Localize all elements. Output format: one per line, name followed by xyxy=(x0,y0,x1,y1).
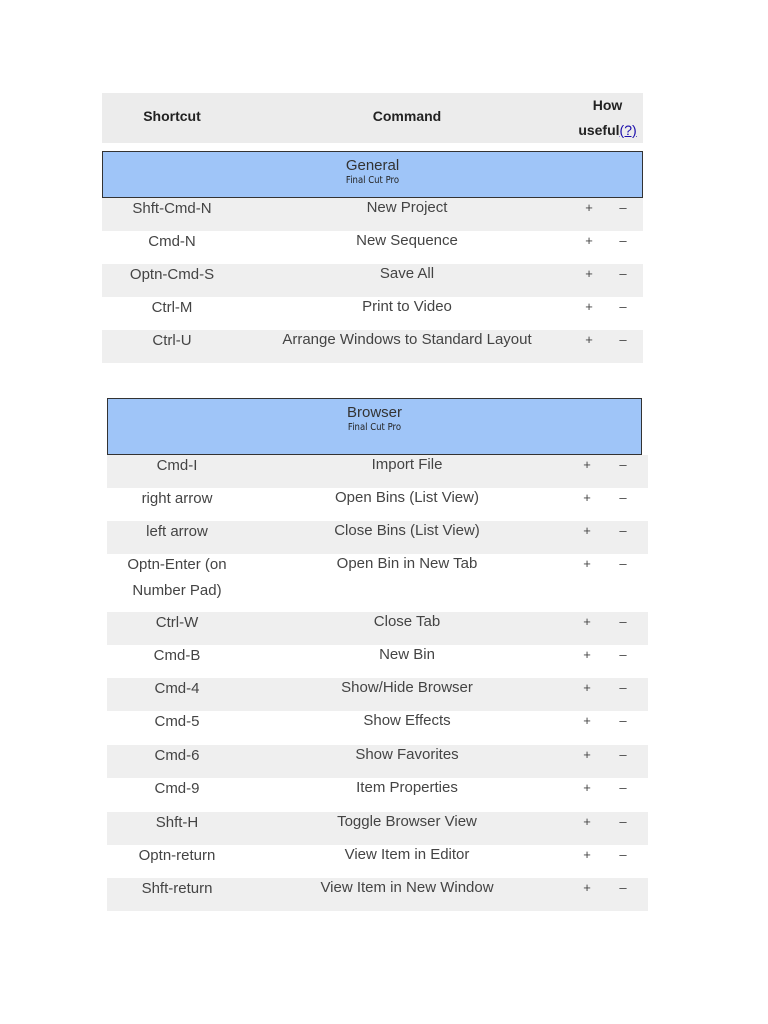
vote-down-button[interactable]: – xyxy=(619,747,627,762)
vote-up-button[interactable]: + xyxy=(583,680,591,695)
table-row xyxy=(107,812,648,845)
shortcut-cell: Cmd-5 xyxy=(154,713,200,730)
vote-down-button[interactable]: – xyxy=(619,713,627,728)
shortcut-cell: Optn-Cmd-S xyxy=(129,266,215,283)
command-cell: Show Effects xyxy=(363,712,451,729)
shortcut-cell: right arrow xyxy=(141,490,213,507)
vote-down-button[interactable]: – xyxy=(619,299,627,314)
table-row xyxy=(107,711,648,745)
vote-down-button[interactable]: – xyxy=(619,880,627,895)
shortcut-cell: Cmd-N xyxy=(148,233,196,250)
column-header-command: Command xyxy=(372,108,442,124)
shortcut-cell: Ctrl-W xyxy=(155,614,199,631)
table-row xyxy=(107,678,648,711)
help-link[interactable]: (?) xyxy=(619,122,637,138)
command-cell: Arrange Windows to Standard Layout xyxy=(282,331,532,348)
vote-down-button[interactable]: – xyxy=(619,490,627,505)
column-header-shortcut: Shortcut xyxy=(143,108,201,124)
command-cell: View Item in Editor xyxy=(344,846,470,863)
command-cell: Show Favorites xyxy=(355,746,459,763)
vote-down-button[interactable]: – xyxy=(619,680,627,695)
shortcut-cell: Ctrl-U xyxy=(152,332,192,349)
shortcut-cell: Shft-Cmd-N xyxy=(132,200,212,217)
shortcut-cell: Cmd-4 xyxy=(154,680,200,697)
table-row xyxy=(107,845,648,878)
table-row xyxy=(107,745,648,778)
table-row xyxy=(102,231,643,264)
vote-up-button[interactable]: + xyxy=(585,233,593,248)
section-title: General xyxy=(345,157,400,174)
command-cell: Show/Hide Browser xyxy=(341,679,473,696)
shortcut-cell: left arrow xyxy=(146,523,208,540)
section-header-browser xyxy=(107,398,642,455)
shortcut-cell: Cmd-B xyxy=(153,647,201,664)
section-subtitle: Final Cut Pro xyxy=(347,422,402,433)
vote-up-button[interactable]: + xyxy=(583,747,591,762)
vote-up-button[interactable]: + xyxy=(583,713,591,728)
command-cell: Print to Video xyxy=(362,298,452,315)
shortcut-cell: Cmd-9 xyxy=(154,780,200,797)
vote-up-button[interactable]: + xyxy=(585,200,593,215)
vote-down-button[interactable]: – xyxy=(619,847,627,862)
vote-down-button[interactable]: – xyxy=(619,332,627,347)
command-cell: New Project xyxy=(366,199,448,216)
vote-up-button[interactable]: + xyxy=(585,332,593,347)
command-cell: View Item in New Window xyxy=(320,879,494,896)
table-row xyxy=(107,554,648,612)
vote-up-button[interactable]: + xyxy=(583,780,591,795)
section-title: Browser xyxy=(346,404,402,421)
table-row xyxy=(102,264,643,297)
vote-down-button[interactable]: – xyxy=(619,647,627,662)
vote-down-button[interactable]: – xyxy=(619,780,627,795)
table-row xyxy=(107,455,648,488)
vote-up-button[interactable]: + xyxy=(583,814,591,829)
vote-up-button[interactable]: + xyxy=(583,490,591,505)
vote-up-button[interactable]: + xyxy=(583,556,591,571)
command-cell: Close Tab xyxy=(373,613,441,630)
table-row xyxy=(102,198,643,231)
table-header xyxy=(102,93,643,143)
command-cell: Close Bins (List View) xyxy=(334,522,480,539)
vote-up-button[interactable]: + xyxy=(583,880,591,895)
table-row xyxy=(102,330,643,363)
vote-up-button[interactable]: + xyxy=(583,523,591,538)
table-row xyxy=(107,778,648,812)
shortcut-cell: Ctrl-M xyxy=(151,299,193,316)
command-cell: New Bin xyxy=(379,646,435,663)
section-subtitle: Final Cut Pro xyxy=(345,175,400,186)
command-cell: New Sequence xyxy=(356,232,458,249)
vote-down-button[interactable]: – xyxy=(619,556,627,571)
command-cell: Item Properties xyxy=(356,779,458,796)
command-cell: Save All xyxy=(379,265,435,282)
command-cell: Toggle Browser View xyxy=(337,813,477,830)
table-row xyxy=(107,612,648,645)
table-row xyxy=(107,878,648,911)
vote-down-button[interactable]: – xyxy=(619,614,627,629)
vote-up-button[interactable]: + xyxy=(585,266,593,281)
column-header-usefulness xyxy=(572,93,643,143)
table-row xyxy=(107,488,648,521)
table-row xyxy=(107,645,648,678)
section-header-general xyxy=(102,151,643,198)
vote-up-button[interactable]: + xyxy=(583,647,591,662)
command-cell: Open Bins (List View) xyxy=(335,489,479,506)
vote-up-button[interactable]: + xyxy=(583,457,591,472)
table-row xyxy=(102,297,643,330)
vote-down-button[interactable]: – xyxy=(619,233,627,248)
vote-up-button[interactable]: + xyxy=(583,614,591,629)
shortcut-cell: Optn-return xyxy=(138,847,216,864)
vote-up-button[interactable]: + xyxy=(583,847,591,862)
table-row xyxy=(107,521,648,554)
shortcut-cell: Shft-H xyxy=(155,814,199,831)
usefulness-label-line1: How xyxy=(592,97,623,113)
command-cell: Import File xyxy=(371,456,443,473)
vote-down-button[interactable]: – xyxy=(619,523,627,538)
vote-up-button[interactable]: + xyxy=(585,299,593,314)
usefulness-label-line2: useful xyxy=(578,122,620,138)
command-cell: Open Bin in New Tab xyxy=(336,555,478,572)
shortcut-cell: Cmd-6 xyxy=(154,747,200,764)
vote-down-button[interactable]: – xyxy=(619,457,627,472)
shortcut-cell: Optn-Enter (on Number Pad) xyxy=(127,556,227,599)
vote-down-button[interactable]: – xyxy=(619,266,627,281)
shortcut-cell: Cmd-I xyxy=(156,457,198,474)
shortcut-cell: Shft-return xyxy=(141,880,213,897)
vote-down-button[interactable]: – xyxy=(619,200,627,215)
vote-down-button[interactable]: – xyxy=(619,814,627,829)
